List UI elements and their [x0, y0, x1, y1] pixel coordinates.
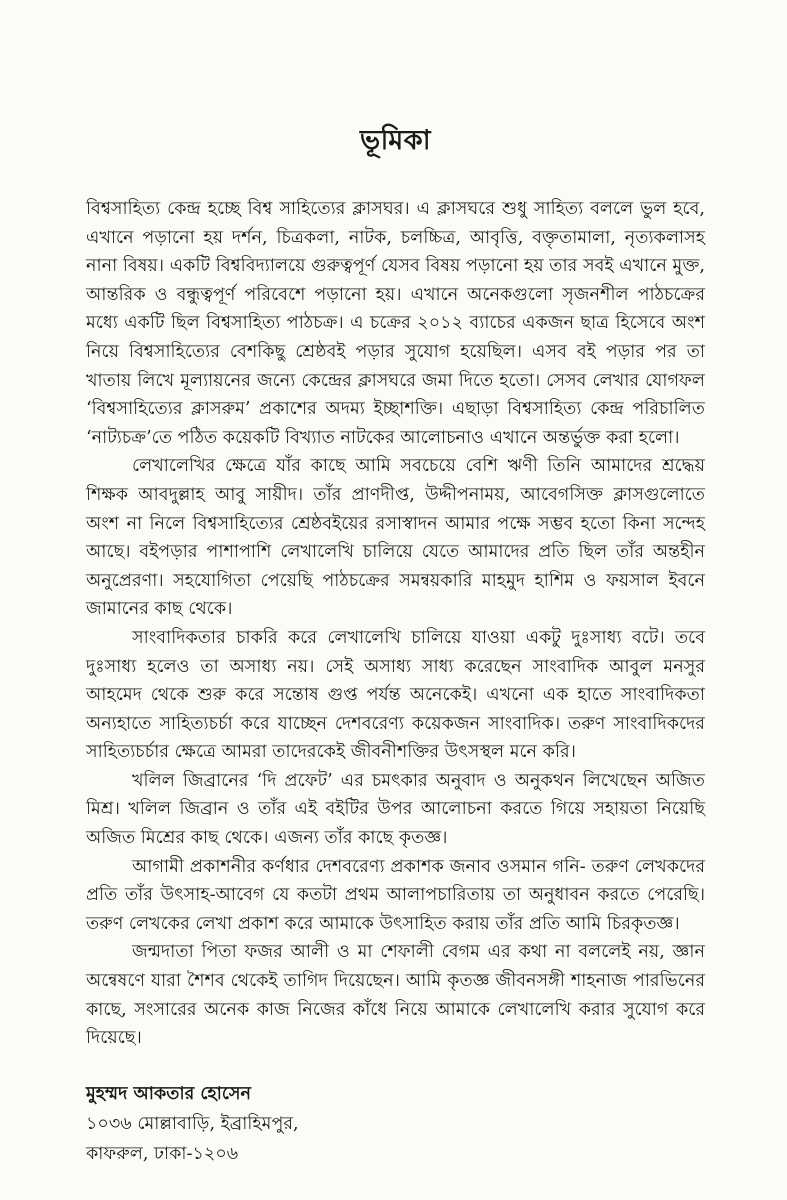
signature-block — [86, 1079, 705, 1169]
paragraph-4: খলিল জিব্রানের ‘দি প্রফেট’ এর চমৎকার অনুবাদ ও অনুকথন লিখেছেন অজিত মিশ্র। খলিল জিব্রান ও তাঁর এই বইটির উপর আলোচনা করতে গিয়ে সহায়তা নিয়েছি অজিত মিশ্রের কাছ থেকে। এজন্য তাঁর কাছে কৃতজ্ঞ। — [86, 770, 705, 849]
paragraph-2: লেখালেখির ক্ষেত্রে যাঁর কাছে আমি সবচেয়ে বেশি ঋণী তিনি আমাদের শ্রদ্ধেয় শিক্ষক আবদুল্লাহ আবু সায়ীদ। তাঁর প্রাণদীপ্ত, উদ্দীপনাময়, আবেগসিক্ত ক্লাসগুলোতে অংশ না নিলে বিশ্বসাহিত্যের শ্রেষ্ঠবইয়ের রসাস্বাদন আমার পক্ষে সম্ভব হতো কিনা সন্দেহ আছে। বইপড়ার পাশাপাশি লেখালেখি চালিয়ে যেতে আমাদের প্রতি ছিল তাঁর অন্তহীন অনুপ্রেরণা। সহযোগিতা পেয়েছি পাঠচক্রের সমন্বয়কারি মাহমুদ হাশিম ও ফয়সাল ইবনে জামানের কাছ থেকে। — [86, 456, 705, 620]
address-line-2: কাফরুল, ঢাকা-১২০৬ — [86, 1143, 239, 1164]
paragraph-5: আগামী প্রকাশনীর কর্ণধার দেশবরেণ্য প্রকাশক জনাব ওসমান গনি- তরুণ লেখকদের প্রতি তাঁর উৎসাহ-আবেগ যে কতটা প্রথম আলাপচারিতায় তা অনুধাবন করতে পেরেছি। তরুণ লেখকের লেখা প্রকাশ করে আমাকে উৎসাহিত করায় তাঁর প্রতি আমি চিরকৃতজ্ঞ। — [86, 856, 705, 934]
paragraph-1: বিশ্বসাহিত্য কেন্দ্র হচ্ছে বিশ্ব সাহিত্যের ক্লাসঘর। এ ক্লাসঘরে শুধু সাহিত্য বললে ভুল হবে, এখানে পড়ানো হয় দর্শন, চিত্রকলা, নাটক, চলচ্চিত্র, আবৃত্তি, বক্তৃতামালা, নৃত্যকলাসহ নানা বিষয়। একটি বিশ্ববিদ্যালয়ে গুরুত্বপূর্ণ যেসব বিষয় পড়ানো হয় তার সবই এখানে মুক্ত, আন্তরিক ও বন্ধুত্বপূর্ণ পরিবেশে পড়ানো হয়। এখানে অনেকগুলো সৃজনশীল পাঠচক্রের মধ্যে একটি ছিল বিশ্বসাহিত্য পাঠচক্র। এ চক্রের ২০১২ ব্যাচের একজন ছাত্র হিসেবে অংশ নিয়ে বিশ্বসাহিত্যের বেশকিছু শ্রেষ্ঠবই পড়ার সুযোগ হয়েছিল। এসব বই পড়ার পর তা খাতায় লিখে মূল্যায়নের জন্যে কেন্দ্রের ক্লাসঘরে জমা দিতে হতো। সেসব লেখার যোগফল ‘বিশ্বসাহিত্যের ক্লাসরুম’ প্রকাশের অদম্য ইচ্ছাশক্তি। এছাড়া বিশ্বসাহিত্য কেন্দ্র পরিচালিত ‘নাট্যচক্র’তে পঠিত কয়েকটি বিখ্যাত নাটকের আলোচনাও এখানে অন্তর্ভুক্ত করা হলো। — [86, 199, 705, 448]
author-name: মুহম্মদ আকতার হোসেন — [86, 1082, 252, 1104]
preface-body — [86, 195, 705, 1053]
paragraph-3: সাংবাদিকতার চাকরি করে লেখালেখি চালিয়ে যাওয়া একটু দুঃসাধ্য বটে। তবে দুঃসাধ্য হলেও তা অসাধ্য নয়। সেই অসাধ্য সাধ্য করেছেন সাংবাদিক আবুল মনসুর আহমেদ থেকে শুরু করে সন্তোষ গুপ্ত পর্যন্ত অনেকেই। এখনো এক হাতে সাংবাদিকতা অন্যহাতে সাহিত্যচর্চা করে যাচ্ছেন দেশবরেণ্য কয়েকজন সাংবাদিক। তরুণ সাংবাদিকদের সাহিত্যচর্চার ক্ষেত্রে আমরা তাদেরকেই জীবনীশক্তির উৎসস্থল মনে করি। — [86, 627, 705, 763]
page-title: ভূমিকা — [359, 125, 432, 156]
address-line-1: ১০৩৬ মোল্লাবাড়ি, ইব্রাহিমপুর, — [86, 1113, 299, 1134]
paragraph-6: জন্মদাতা পিতা ফজর আলী ও মা শেফালী বেগম এর কথা না বললেই নয়, জ্ঞান অন্বেষণে যারা শৈশব থেকেই তাগিদ দিয়েছেন। আমি কৃতজ্ঞ জীবনসঙ্গী শাহনাজ পারভিনের কাছে, সংসারের অনেক কাজ নিজের কাঁধে নিয়ে আমাকে লেখালেখি করার সুযোগ করে দিয়েছে। — [86, 942, 705, 1049]
